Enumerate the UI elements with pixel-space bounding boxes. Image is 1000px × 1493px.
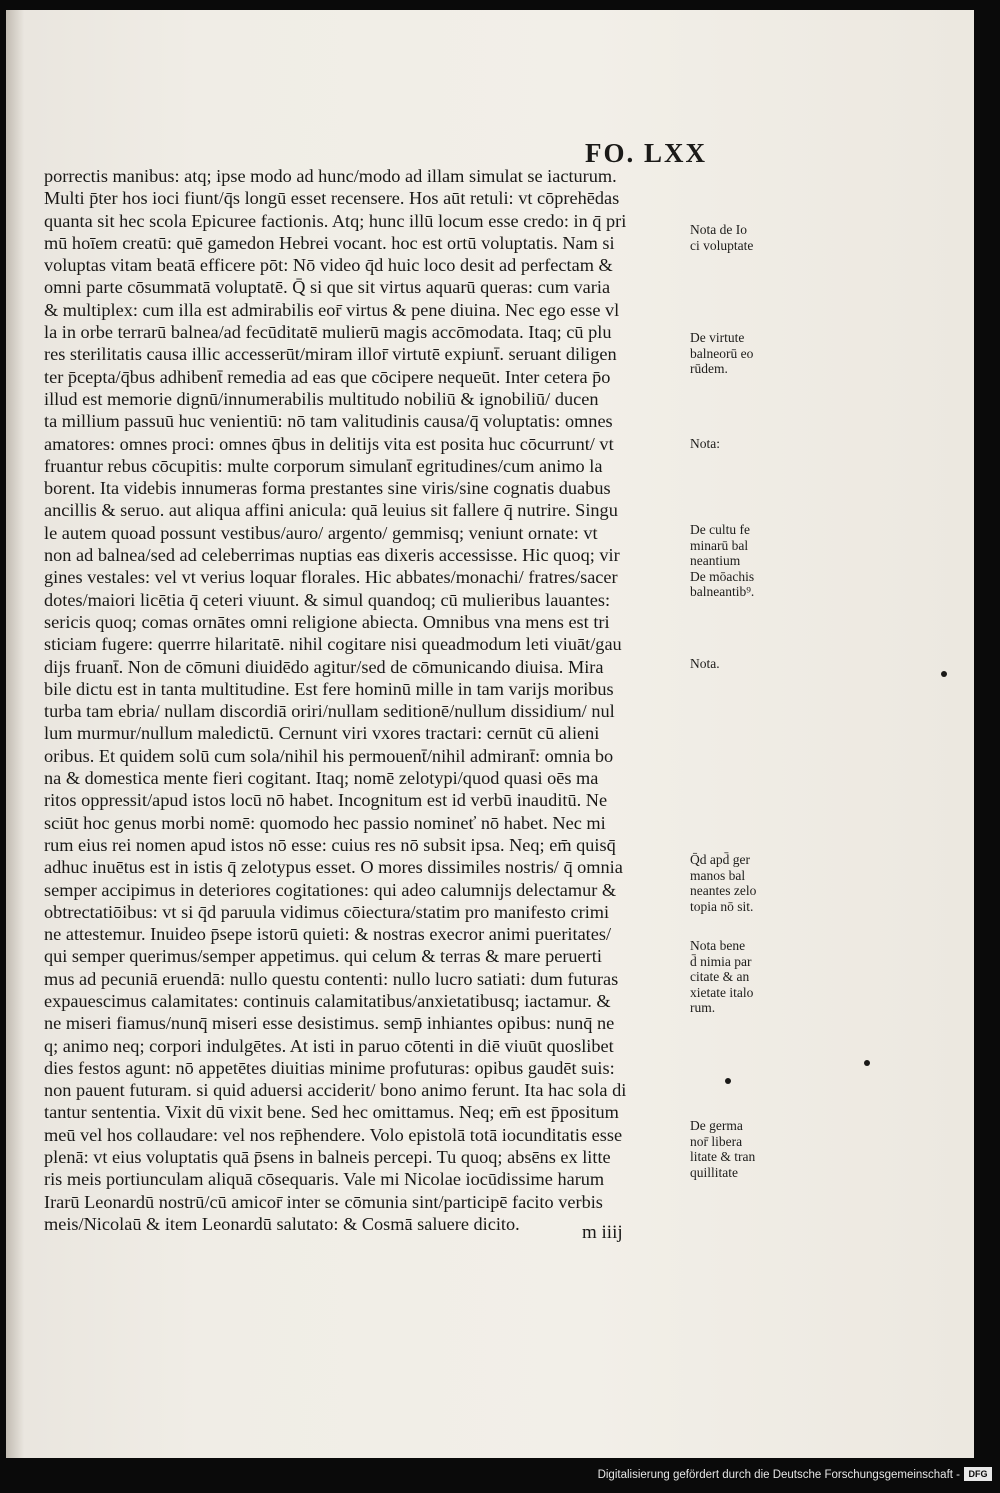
- marginal-note-8: [690, 1118, 830, 1180]
- text-line: non ad balnea/sed ad celeberrimas nuptias eas dixeris accessisse. Hic quoq; vir: [44, 545, 620, 566]
- text-line: dies festos agunt: nō appetētes diuitias minime profuturas: opibus gaudēt suis:: [44, 1057, 615, 1078]
- text-line: mū hoīem creatū: quē gamedon Hebrei vocant. hoc est ortū voluptatis. Nam si: [44, 232, 615, 253]
- note-line: De cultu fe: [690, 522, 750, 537]
- folio-number: FO. LXX: [585, 138, 707, 168]
- text-line: omni parte cōsummatā voluptatē. Q̄ si que sit virtus aquarū queras: cum varia: [44, 277, 611, 298]
- marginal-note-3: [690, 436, 830, 452]
- note-line: litate & tran: [690, 1149, 756, 1164]
- note-line: topia nō sit.: [690, 898, 754, 914]
- note-line: rūdem.: [690, 361, 728, 376]
- text-line: meū vel hos collaudare: vel nos rep̄hendere. Volo epistolā totā iocunditatis esse: [44, 1124, 623, 1145]
- note-line: Q̄d apd̄ ger: [690, 852, 750, 867]
- text-line: qui semper querimus/semper appetimus. qui celum & terras & mare peruerti: [44, 946, 602, 967]
- text-line: illud est memorie dignū/innumerabilis multitudo nobiliū & ignobiliū/ ducen: [44, 388, 599, 409]
- note-line: De virtute: [690, 330, 745, 345]
- note-line: nor̄ libera: [690, 1133, 743, 1149]
- text-line: dotes/maiori licētia q̄ ceteri viuunt. & simul quandoq; cū mulieribus lauantes:: [44, 589, 611, 610]
- note-line: ci voluptate: [690, 237, 754, 253]
- text-line: semper accipimus in deteriores cogitationes: qui adeo calumnijs delectamur &: [44, 879, 617, 900]
- text-line: q; animo neq; corpori indulgētes. At isti in paruo cōtenti in diē viuūt quoslibet: [44, 1035, 614, 1056]
- text-line: dijs fruant̄. Non de cōmuni diuidēdo agitur/sed de cōmunicando diuisa. Mira: [44, 656, 604, 677]
- marginal-note-7: [690, 938, 830, 1016]
- text-line: lum murmur/nullum maledictū. Cernunt viri vxores tractari: cernūt cū alieni: [44, 723, 600, 744]
- text-line: res sterilitatis causa illic accesserūt/miram illor̄ virtutē expiunt̄. seruant diligen: [44, 344, 617, 365]
- note-line: balneorū eo: [690, 345, 754, 361]
- text-line: & multiplex: cum illa est admirabilis eor̄ virtus & pene diuina. Nec ego esse vl: [44, 299, 620, 320]
- note-line: xietate italo: [690, 984, 754, 1000]
- note-line: quillitate: [690, 1164, 738, 1180]
- text-line: plenā: vt eius voluptatis quā p̄sens in balneis percepi. Tu quoq; absēns ex litte: [44, 1147, 611, 1168]
- text-line: adhuc inuētus est in istis q̄ zelotypus esset. O mores dissimiles nostris/ q̄ omnia: [44, 857, 623, 878]
- dfg-logo: DFG: [964, 1467, 992, 1481]
- ink-dot: [941, 671, 947, 677]
- text-line: ne attestemur. Inuideo p̄sepe istorū quieti: & nostras execror animi pueritates/: [44, 924, 612, 945]
- text-line: tantur sententia. Vixit dū vixit bene. Sed hec omittamus. Neq; em̄ est p̄positum: [44, 1102, 619, 1123]
- footer-bar: [0, 1458, 1000, 1493]
- text-line: ter p̄cepta/q̄bus adhibent̄ remedia ad eas que cōcipere nequeūt. Inter cetera p̄o: [44, 366, 611, 387]
- marginal-note-5: [690, 656, 830, 672]
- note-line: Nota.: [690, 656, 720, 671]
- note-line: Nota de Io: [690, 222, 747, 237]
- text-line: porrectis manibus: atq; ipse modo ad hunc/modo ad illam simulat se iacturum.: [44, 166, 617, 186]
- note-line: Nota bene: [690, 938, 746, 953]
- text-line: voluptas vitam beatā efficere pōt: Nō video q̄d huic loco desit ad perfectam &: [44, 255, 613, 276]
- text-line: borent. Ita videbis innumeras forma prestantes sine viris/sine cognatis duabus: [44, 478, 611, 499]
- marginal-note-1: [690, 222, 830, 253]
- text-line: na & domestica mente fieri cogitant. Itaq; nomē zelotypi/quod quasi oēs ma: [44, 768, 599, 789]
- text-line: sciūt hoc genus morbi nomē: quomodo hec passio nomineť nō habet. Nec mi: [44, 812, 606, 833]
- marginal-note-6: [690, 852, 830, 914]
- signature-mark: m iiij: [582, 1222, 623, 1243]
- text-line: fruantur rebus cōcupitis: multe corporum simulant̄ egritudines/cum animo la: [44, 455, 603, 476]
- marginal-note-4: [690, 522, 830, 600]
- text-line: gines vestales: vel vt verius loquar florales. Hic abbates/monachi/ fratres/sacer: [44, 567, 618, 588]
- ink-dot: [725, 1078, 731, 1084]
- text-line: sticiam fugere: querrre hilaritatē. nihil cogitare nisi queadmodum leti viuāt/gau: [44, 634, 622, 655]
- text-line: bile dictu est in tanta multitudine. Est fere hominū mille in tam varijs moribus: [44, 678, 614, 699]
- text-line: non pauent futuram. si quid aduersi acciderit/ bono animo ferunt. Ita hac sola di: [44, 1080, 627, 1101]
- text-line: ritos oppressit/apud istos locū nō habet. Incognitum est id verbū inauditū. Ne: [44, 790, 608, 811]
- text-line: ta millium passuū huc venientiū: nō tam valitudinis causa/q̄ voluptatis: omnes: [44, 411, 613, 432]
- text-line: la in orbe terrarū balnea/ad fecūditatē mulierū magis accōmodata. Itaq; cū plu: [44, 322, 612, 343]
- note-line: Nota:: [690, 436, 720, 451]
- text-line: rum eius rei nomen apud istos nō esse: cuius res nō subsit ipsa. Neq; em̄ quisq̄: [44, 834, 616, 855]
- text-line: Multi p̄ter hos ioci fiunt/q̄s longū esset recensere. Hos aūt retuli: vt cōprehēdas: [44, 188, 620, 209]
- text-line: le autem quoad possunt vestibus/auro/ argento/ gemmisq; veniunt ornate: vt: [44, 522, 598, 543]
- note-line: De mōachis: [690, 568, 755, 584]
- text-line: quanta sit hec scola Epicuree factionis. Atq; hunc illū locum esse credo: in q̄ pri: [44, 210, 627, 231]
- note-line: neantes zelo: [690, 883, 757, 898]
- text-line: Irarū Leonardū nostrū/cū amicor̄ inter se cōmunia sint/participē facito verbis: [44, 1191, 603, 1212]
- note-line: balneantib⁹.: [690, 584, 755, 599]
- text-line: ris meis portiunculam aliquā cōsequaris. Vale mi Nicolae iocūdissime harum: [44, 1169, 605, 1190]
- text-line: meis/Nicolaū & item Leonardū salutato: & Cosmā saluere dicito.: [44, 1213, 520, 1234]
- text-line: turba tam ebria/ nullam discordiā oriri/nullam seditionē/nullum dissidium/ nul: [44, 701, 615, 722]
- main-text-block: [44, 165, 694, 1235]
- ink-dot: [864, 1060, 870, 1066]
- text-line: oribus. Et quidem solū cum sola/nihil his permouent̄/nihil admirant̄: omnia bo: [44, 745, 614, 766]
- text-line: obtrectatiōibus: vt si q̄d paruula vidimus cōiectura/statim pro manifesto crimi: [44, 901, 610, 922]
- note-line: minarū bal: [690, 537, 749, 553]
- text-line: mus ad pecuniā eruendā: nullo questu contenti: nullo lucro satiati: dum futuras: [44, 968, 619, 989]
- page-gutter-shadow: [6, 10, 24, 1458]
- note-line: De germa: [690, 1118, 743, 1133]
- text-line: ancillis & seruo. aut aliqua affini anicula: quā leuius sit fallere q̄ nutrire. Singu: [44, 500, 618, 521]
- funding-notice: Digitalisierung gefördert durch die Deutsche Forschungsgemeinschaft -: [597, 1469, 960, 1481]
- note-line: manos bal: [690, 867, 746, 883]
- note-line: rum.: [690, 1000, 716, 1015]
- marginal-note-2: [690, 330, 830, 377]
- text-line: expauescimus calamitates: continuis calamitatibus/anxietatibusq; iactamur. &: [44, 990, 611, 1011]
- note-line: neantium: [690, 553, 741, 568]
- note-line: d̄ nimia par: [690, 953, 752, 969]
- note-line: citate & an: [690, 969, 750, 984]
- text-line: ne miseri fiamus/nunq̄ miseri esse desistimus. semp̄ inhiantes opibus: nunq̄ ne: [44, 1013, 615, 1034]
- text-line: sericis quoq; comas ornātes omni religione abiecta. Omnibus vna mens est tri: [44, 611, 610, 632]
- text-line: amatores: omnes proci: omnes q̄bus in delitijs vita est posita huc cōcurrunt/ vt: [44, 433, 614, 454]
